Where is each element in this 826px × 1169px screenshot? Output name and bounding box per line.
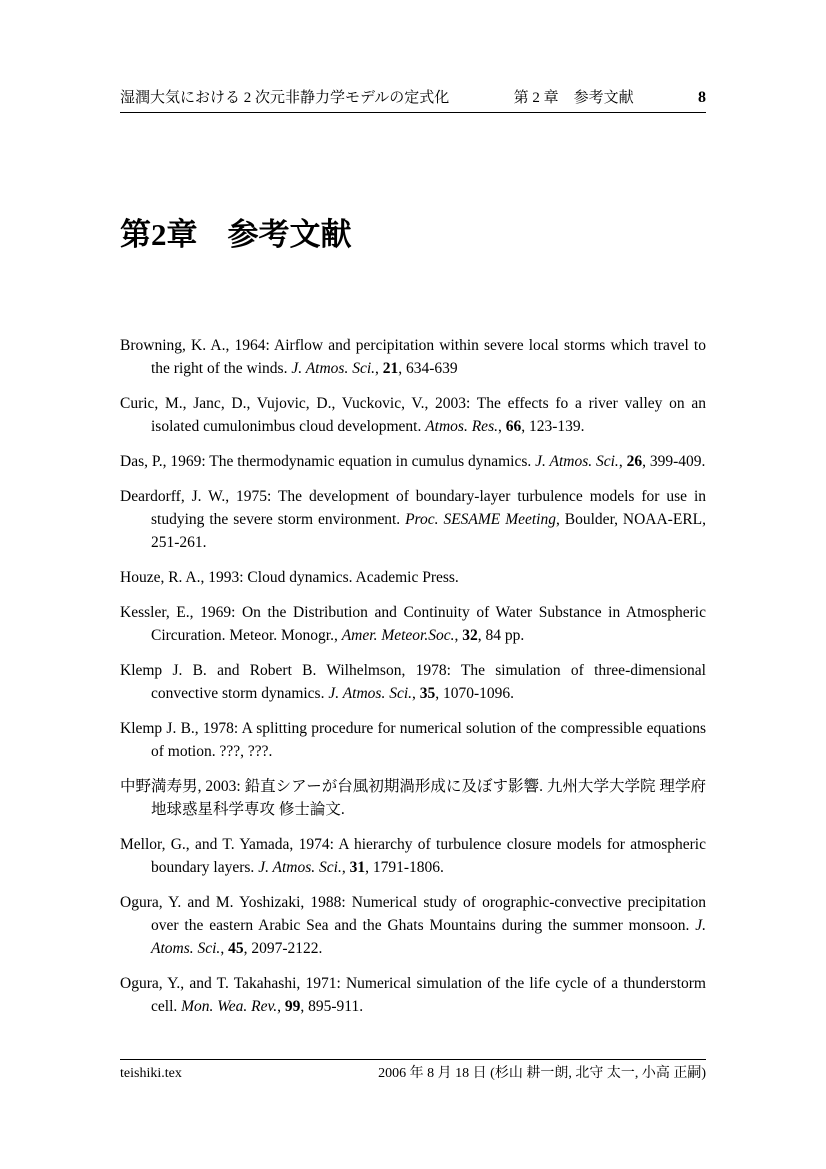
- reference-segment: ,: [220, 940, 229, 957]
- reference-segment: 31: [349, 859, 366, 876]
- reference-segment: Amer. Meteor.Soc.: [341, 627, 455, 644]
- reference-segment: Proc. SESAME Meeting: [405, 511, 556, 528]
- reference-segment: Ogura, Y. and M. Yoshizaki, 1988: Numerical study of orographic-convective precipitation over the eastern Arabic Sea and the Ghats Mountains during the summer monsoon.: [120, 894, 706, 934]
- reference-segment: ,: [497, 418, 506, 435]
- reference-segment: ,: [454, 627, 463, 644]
- reference-segment: , 634-639: [398, 360, 458, 377]
- reference-segment: Mon. Wea. Rev.: [181, 998, 278, 1015]
- reference-item: [120, 334, 706, 380]
- reference-segment: Ogura, Y., and T. Takahashi, 1971: Numerical simulation of the life cycle of a thunderstorm cell.: [120, 975, 706, 1015]
- reference-segment: 35: [419, 685, 436, 702]
- reference-segment: 21: [382, 360, 399, 377]
- reference-segment: ,: [375, 360, 383, 377]
- reference-segment: Atmos. Res.: [425, 418, 498, 435]
- reference-segment: 26: [626, 453, 643, 470]
- reference-item: [120, 485, 706, 554]
- reference-item: [120, 566, 706, 589]
- chapter-title: 参考文献: [227, 217, 352, 252]
- reference-segment: , 1791-1806.: [365, 859, 444, 876]
- reference-segment: 32: [462, 627, 478, 644]
- reference-segment: Klemp J. B., 1978: A splitting procedure for numerical solution of the compressible equations of motion. ???, ???.: [120, 720, 706, 760]
- reference-segment: Curic, M., Janc, D., Vujovic, D., Vuckovic, V., 2003: The effects fo a river valley on an isolated cumulonimbus cloud development.: [120, 395, 706, 435]
- reference-item: [120, 450, 706, 473]
- reference-segment: 99: [284, 998, 301, 1015]
- reference-segment: J. Atmos. Sci.: [535, 453, 619, 470]
- document-page: [120, 0, 706, 1169]
- header-doc-title: 湿潤大気における 2 次元非静力学モデルの定式化: [120, 90, 450, 106]
- reference-segment: 66: [505, 418, 522, 435]
- reference-segment: Houze, R. A., 1993: Cloud dynamics. Academic Press.: [120, 569, 459, 586]
- reference-segment: 中野満寿男, 2003: 鉛直シアーが台風初期渦形成に及ぼす影響. 九州大学大学院 理学府 地球惑星科学専攻 修士論文.: [120, 778, 706, 818]
- reference-segment: 45: [228, 940, 244, 957]
- reference-segment: Das, P., 1969: The thermodynamic equation in cumulus dynamics.: [120, 453, 536, 470]
- page-footer: [120, 1059, 706, 1083]
- reference-segment: J. Atoms. Sci.: [151, 917, 706, 957]
- reference-item: [120, 717, 706, 763]
- reference-segment: , 895-911.: [300, 998, 364, 1015]
- reference-segment: Browning, K. A., 1964: Airflow and percipitation within severe local storms which travel to the right of the winds.: [120, 337, 706, 377]
- reference-item: [120, 392, 706, 438]
- reference-segment: J. Atmos. Sci.: [291, 360, 376, 377]
- reference-segment: , Boulder, NOAA-ERL, 251-261.: [151, 511, 706, 551]
- reference-segment: ,: [277, 998, 285, 1015]
- chapter-heading: [120, 215, 706, 255]
- header-chapter-label: 第 2 章 参考文献: [513, 90, 634, 106]
- reference-segment: ,: [412, 685, 420, 702]
- reference-segment: J. Atmos. Sci.: [328, 685, 413, 702]
- reference-item: [120, 833, 706, 879]
- reference-segment: Kessler, E., 1969: On the Distribution and Continuity of Water Substance in Atmospheric Circuration. Meteor. Monogr.,: [120, 604, 706, 644]
- chapter-number: 第2章: [120, 217, 198, 252]
- reference-segment: ,: [341, 859, 350, 876]
- running-header: [120, 88, 706, 113]
- header-page-number: 8: [698, 89, 706, 106]
- reference-segment: , 1070-1096.: [435, 685, 515, 702]
- reference-item: [120, 601, 706, 647]
- reference-item: [120, 659, 706, 705]
- reference-segment: Klemp J. B. and Robert B. Wilhelmson, 1978: The simulation of three-dimensional convective storm dynamics.: [120, 662, 706, 702]
- reference-item: [120, 775, 706, 821]
- footer-date-authors: 2006 年 8 月 18 日 (杉山 耕一朗, 北守 太一, 小高 正嗣): [378, 1066, 706, 1081]
- reference-list: [120, 334, 706, 1030]
- reference-segment: , 123-139.: [521, 418, 585, 435]
- reference-segment: Deardorff, J. W., 1975: The development of boundary-layer turbulence models for use in studying the severe storm environment.: [120, 488, 706, 528]
- reference-item: [120, 972, 706, 1018]
- reference-segment: , 399-409.: [642, 453, 706, 470]
- reference-segment: ,: [618, 453, 627, 470]
- reference-item: [120, 891, 706, 960]
- reference-segment: , 2097-2122.: [243, 940, 323, 957]
- footer-filename: teishiki.tex: [120, 1066, 182, 1081]
- reference-segment: Mellor, G., and T. Yamada, 1974: A hierarchy of turbulence closure models for atmospheric boundary layers.: [120, 836, 706, 876]
- reference-segment: J. Atmos. Sci.: [258, 859, 342, 876]
- reference-segment: , 84 pp.: [477, 627, 525, 644]
